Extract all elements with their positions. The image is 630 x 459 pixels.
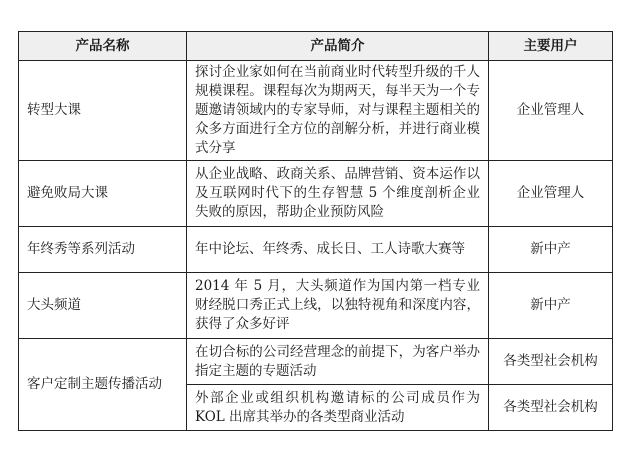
product-user: 各类型社会机构 bbox=[489, 385, 613, 431]
product-user: 企业管理人 bbox=[489, 61, 613, 161]
product-user: 新中产 bbox=[489, 273, 613, 339]
product-user: 企业管理人 bbox=[489, 161, 613, 227]
table-row bbox=[19, 339, 613, 385]
product-name: 客户定制主题传播活动 bbox=[19, 339, 187, 431]
product-intro: 从企业战略、政商关系、品牌营销、资本运作以及互联网时代下的生存智慧 5 个维度剖析企业失败的原因，帮助企业预防风险 bbox=[187, 161, 489, 227]
product-name: 转型大课 bbox=[19, 61, 187, 161]
table-row bbox=[19, 61, 613, 161]
table-row bbox=[19, 161, 613, 227]
product-name: 避免败局大课 bbox=[19, 161, 187, 227]
table-row bbox=[19, 273, 613, 339]
header-product-intro: 产品简介 bbox=[187, 32, 489, 61]
product-user: 新中产 bbox=[489, 227, 613, 273]
header-main-users: 主要用户 bbox=[489, 32, 613, 61]
product-intro: 探讨企业家如何在当前商业时代转型升级的千人规模课程。课程每次为期两天，每半天为一个专题邀请领域内的专家导师，对与课程主题相关的众多方面进行全方位的剖解分析，并进行商业模式分享 bbox=[187, 61, 489, 161]
product-name: 年终秀等系列活动 bbox=[19, 227, 187, 273]
product-table bbox=[18, 31, 613, 431]
product-user: 各类型社会机构 bbox=[489, 339, 613, 385]
table-row bbox=[19, 227, 613, 273]
product-intro: 年中论坛、年终秀、成长日、工人诗歌大赛等 bbox=[187, 227, 489, 273]
product-intro: 2014 年 5 月，大头频道作为国内第一档专业财经脱口秀正式上线，以独特视角和深度内容，获得了众多好评 bbox=[187, 273, 489, 339]
product-intro: 外部企业或组织机构邀请标的公司成员作为 KOL 出席其举办的各类型商业活动 bbox=[187, 385, 489, 431]
product-name: 大头频道 bbox=[19, 273, 187, 339]
product-intro: 在切合标的公司经营理念的前提下，为客户举办指定主题的专题活动 bbox=[187, 339, 489, 385]
table-header-row bbox=[19, 32, 613, 61]
header-product-name: 产品名称 bbox=[19, 32, 187, 61]
